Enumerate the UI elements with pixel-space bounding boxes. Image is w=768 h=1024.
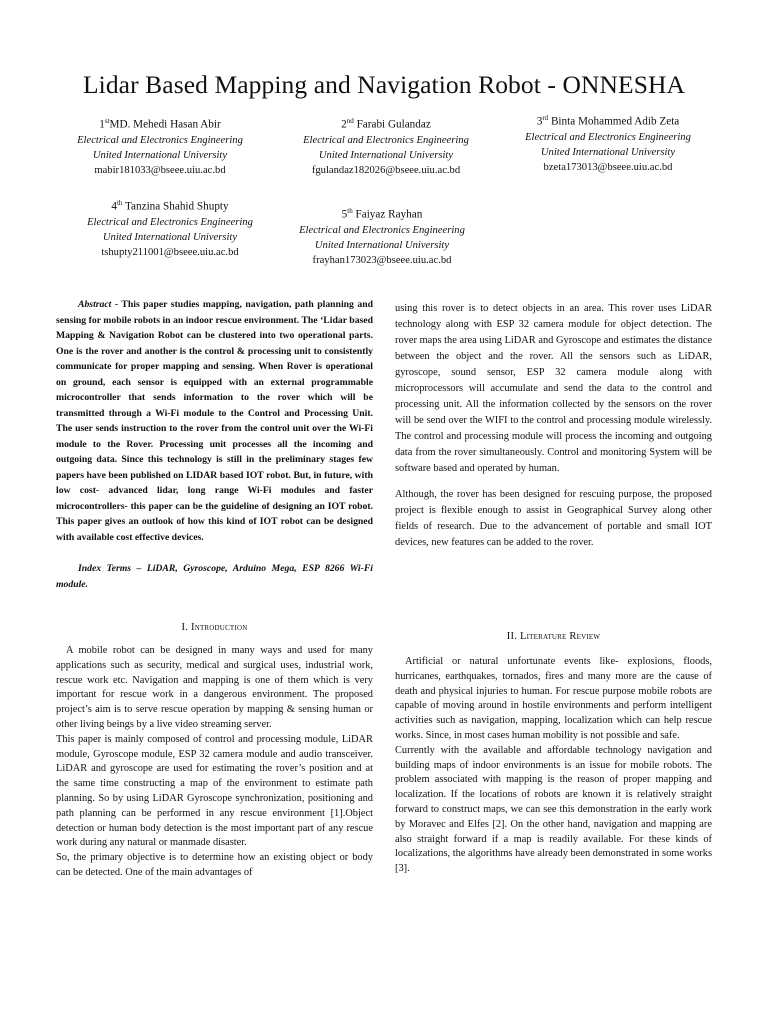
author-name: 5th Faiyaz Rayhan — [341, 207, 423, 221]
author-dept: Electrical and Electronics Engineering — [299, 224, 465, 236]
author-email: frayhan173023@bseee.uiu.ac.bd — [312, 254, 452, 266]
author-email: fgulandaz182026@bseee.uiu.ac.bd — [311, 164, 461, 176]
author-dept: Electrical and Electronics Engineering — [77, 134, 243, 146]
author-univ: United International University — [318, 149, 454, 161]
abstract-label: Abstract — [78, 299, 112, 310]
author-block-3 — [484, 111, 732, 175]
author-univ: United International University — [314, 239, 450, 251]
author-block-1 — [42, 114, 278, 178]
author-email: tshupty211001@bseee.uiu.ac.bd — [101, 246, 239, 258]
author-name: 3rd Binta Mohammed Adib Zeta — [536, 114, 680, 128]
author-name: 2nd Farabi Gulandaz — [341, 117, 431, 131]
abstract-text: - This paper studies mapping, navigation, path planning and sensing for mobile robots in an indoor rescue environment. The ‘Lidar based Mapping & Navigation Robot can be clustered into two operational parts. One is the rover and another is the control & processing unit to consistently communicate for proper mapping and sensing. When Rover is operational on ground, each sensor is equipped with an external programmable microcontroller that sends information to the rover which will be transmitted through a Wi-Fi module to the Control and Processing Unit. The user sends instruction to the rover from the control unit over the Wi-Fi module to the Rover. Processing unit processes all the incoming and outgoing data. Since this technology is still in the preliminary stages few papers have been published on LIDAR based IOT robot. But, in future, with low cost- advanced lidar, long range Wi-Fi modules and faster microcontrollers- this paper can be the guideline of designing an IOT robot. This paper gives an outlook of how this kind of IOT robot can be designed with available cost effective devices. — [56, 299, 373, 543]
left-column — [56, 297, 373, 592]
right-paragraph-1: using this rover is to detect objects in an area. This rover uses LiDAR technology along with ESP 32 camera module for object detection. The rover maps the area using LiDAR and Gyroscope and estimates the distance between the object and the rover. All the sensors such as LiDAR, gyroscope, sound sensor, ESP 32 camera module along with microprocessors will accumulate and send the data to the control and processing unit. All the information collected by the sensors on the rover will be send over the WIFI to the control and processing module wirelessly. The control and processing module will process the incoming and outgoing data from the rover simultaneously. Control and monitoring System will be software based and operated by human. — [395, 303, 712, 474]
author-dept: Electrical and Electronics Engineering — [303, 134, 469, 146]
author-dept: Electrical and Electronics Engineering — [525, 131, 691, 143]
author-univ: United International University — [102, 231, 238, 243]
right-paragraph-2: Although, the rover has been designed for rescuing purpose, the proposed project is flexible enough to assist in Geographical Survey along other fields of research. Due to the advancement of portable and small IOT devices, new features can be added to the rover. — [395, 489, 712, 548]
author-name: 1stMD. Mehedi Hasan Abir — [99, 117, 221, 131]
right-column — [395, 301, 712, 551]
paper-title: Lidar Based Mapping and Navigation Robot - ONNESHA — [82, 70, 686, 99]
literature-paragraph-1: Artificial or natural unfortunate events like- explosions, floods, hurricanes, earthquakes, tornados, fires and many more are the cause of death and physical injuries to human. For rescue purpose mobile robots are capable of moving around in hostile environments and perform intelligent activities such as navigation, mapping, localization which can help rescue works. Since, in most cases human mobility is not possible and safe. — [395, 656, 712, 741]
author-email: bzeta173013@bseee.uiu.ac.bd — [543, 161, 673, 173]
introduction-section — [56, 620, 373, 881]
author-email: mabir181033@bseee.uiu.ac.bd — [94, 164, 226, 176]
author-block-2 — [262, 114, 510, 178]
index-terms: Index Terms – LiDAR, Gyroscope, Arduino Mega, ESP 8266 Wi-Fi module. — [56, 563, 373, 590]
author-block-4 — [52, 196, 288, 260]
author-univ: United International University — [92, 149, 228, 161]
abstract — [56, 297, 373, 545]
literature-section — [395, 629, 712, 877]
author-dept: Electrical and Electronics Engineering — [87, 216, 253, 228]
author-name: 4th Tanzina Shahid Shupty — [111, 199, 229, 213]
author-univ: United International University — [540, 146, 676, 158]
literature-paragraph-2: Currently with the available and affordable technology navigation and building maps of indoor environments is an issue for mobile robots. The problem associated with mapping is the reason of proper mapping and localization. If the locations of robots are known it is relatively straight forward to construct maps, we can see this demonstration in the early work by Moravec and Elfes [2]. On the other hand, navigation and mapping are also straight forward if a map is readily available. For these kinds of localizations, the algorithms have already been demonstrated in some works [3]. — [395, 744, 712, 875]
author-block-5 — [258, 204, 506, 268]
section-heading-introduction: I. Introduction — [181, 622, 248, 633]
intro-paragraph-3: So, the primary objective is to determine how an existing object or body can be detected. One of the main advantages of — [56, 852, 373, 878]
section-heading-literature: II. Literature Review — [506, 631, 601, 642]
intro-paragraph-2: This paper is mainly composed of control and processing module, LiDAR module, Gyroscope module, ESP 32 camera module and audio transceiver. LiDAR and gyroscope are used for estimating the rover’s position and at the same time constructing a map of the environment to estimate path planning. So by using LiDAR Gyroscope synchronization, positioning and path planning can be performed in any rescue environment [1].Object detection or human body detection is the most important part of any rescue work during any natural or manmade disaster. — [56, 733, 373, 849]
intro-paragraph-1: A mobile robot can be designed in many ways and used for many applications such as security, medical and surgical uses, industrial work, rescue work etc. Navigation and mapping is one of them which is very important for rescue work in a dangerous environment. The proposed project’s aim is to serve rescue operation by mapping & sensing human or other living beings by a live video streaming server. — [56, 645, 373, 730]
